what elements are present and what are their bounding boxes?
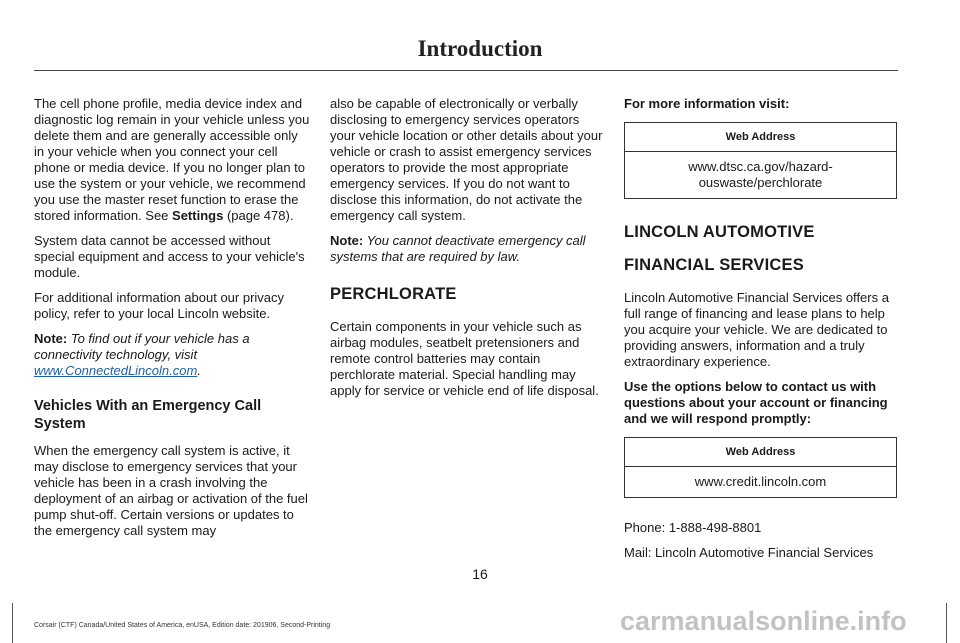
- contact-options-label: Use the options below to contact us with questions about your account or financing and we will respond promptly:: [624, 379, 888, 426]
- credit-url[interactable]: www.credit.lincoln.com: [625, 467, 897, 498]
- column-left: [34, 96, 310, 548]
- connected-lincoln-link[interactable]: www.ConnectedLincoln.com: [34, 363, 198, 378]
- web-address-table-perchlorate: [624, 122, 897, 199]
- page-title: Introduction: [417, 36, 543, 61]
- phone-line: Phone: 1-888-498-8801: [624, 520, 762, 535]
- header-divider: [34, 70, 898, 71]
- perchlorate-heading: PERCHLORATE: [330, 285, 457, 303]
- note-label: Note:: [330, 233, 364, 248]
- column-middle: [330, 96, 605, 408]
- dtsc-url[interactable]: www.dtsc.ca.gov/hazard-ouswaste/perchlorate: [625, 152, 897, 199]
- paragraph-system-data: System data cannot be accessed without special equipment and access to your vehicle's module.: [34, 233, 305, 280]
- paragraph-perchlorate: Certain components in your vehicle such as airbag modules, seatbelt pretensioners and remote control batteries may contain perchlorate material. Special handling may apply for service or vehicle end of life disposal.: [330, 319, 599, 398]
- paragraph-privacy-policy: For additional information about our privacy policy, refer to your local Lincoln website.: [34, 290, 285, 321]
- page-number: 16: [472, 566, 488, 582]
- table-header: Web Address: [625, 438, 897, 467]
- paragraph-emergency-disclosure: also be capable of electronically or verbally disclosing to emergency services operators your vehicle location or other details about your vehicle or crash to assist emergency services operators to provide the most appropriate emergency services. If you do not want to disclose this information, do not activate the emergency call system.: [330, 96, 603, 223]
- paragraph-financial-services: Lincoln Automotive Financial Services offers a full range of financing and lease plans to help you acquire your vehicle. We are dedicated to providing answers, information and a truly extraordinary experience.: [624, 290, 889, 369]
- note-emergency-call: Note: You cannot deactivate emergency call systems that are required by law.: [330, 233, 586, 264]
- note-connectivity: Note: To find out if your vehicle has a connectivity technology, visit www.ConnectedLincoln.com.: [34, 331, 250, 378]
- watermark: carmanualsonline.info: [620, 606, 907, 636]
- web-address-table-credit: [624, 437, 897, 498]
- table-header: Web Address: [625, 123, 897, 152]
- crop-mark-left: [12, 603, 13, 643]
- emergency-call-heading: Vehicles With an Emergency Call System: [34, 398, 262, 432]
- note-label: Note:: [34, 331, 68, 346]
- paragraph-emergency-call: When the emergency call system is active, it may disclose to emergency services that your vehicle has been in a crash involving the deployment of an airbag or activation of the fuel pump shut-off. Certain versions or updates to the emergency call system may: [34, 443, 308, 538]
- crop-mark-right: [946, 603, 947, 643]
- more-info-label: For more information visit:: [624, 96, 790, 111]
- paragraph-cell-phone-profile: The cell phone profile, media device index and diagnostic log remain in your vehicle unless you delete them and are generally accessible only in your vehicle when you connect your cell phone or media device. If you no longer plan to use the system or your vehicle, we recommend you use the master reset function to erase the stored information. See Settings (page 478).: [34, 96, 310, 223]
- column-right: [624, 96, 897, 570]
- mail-line: Mail: Lincoln Automotive Financial Services: [624, 545, 874, 560]
- financial-services-heading: LINCOLN AUTOMOTIVE FINANCIAL SERVICES: [624, 223, 815, 274]
- settings-reference[interactable]: Settings: [172, 208, 224, 223]
- edition-footer: Corsair (CTF) Canada/United States of America, enUSA, Edition date: 201906, Second-Printing: [34, 622, 331, 629]
